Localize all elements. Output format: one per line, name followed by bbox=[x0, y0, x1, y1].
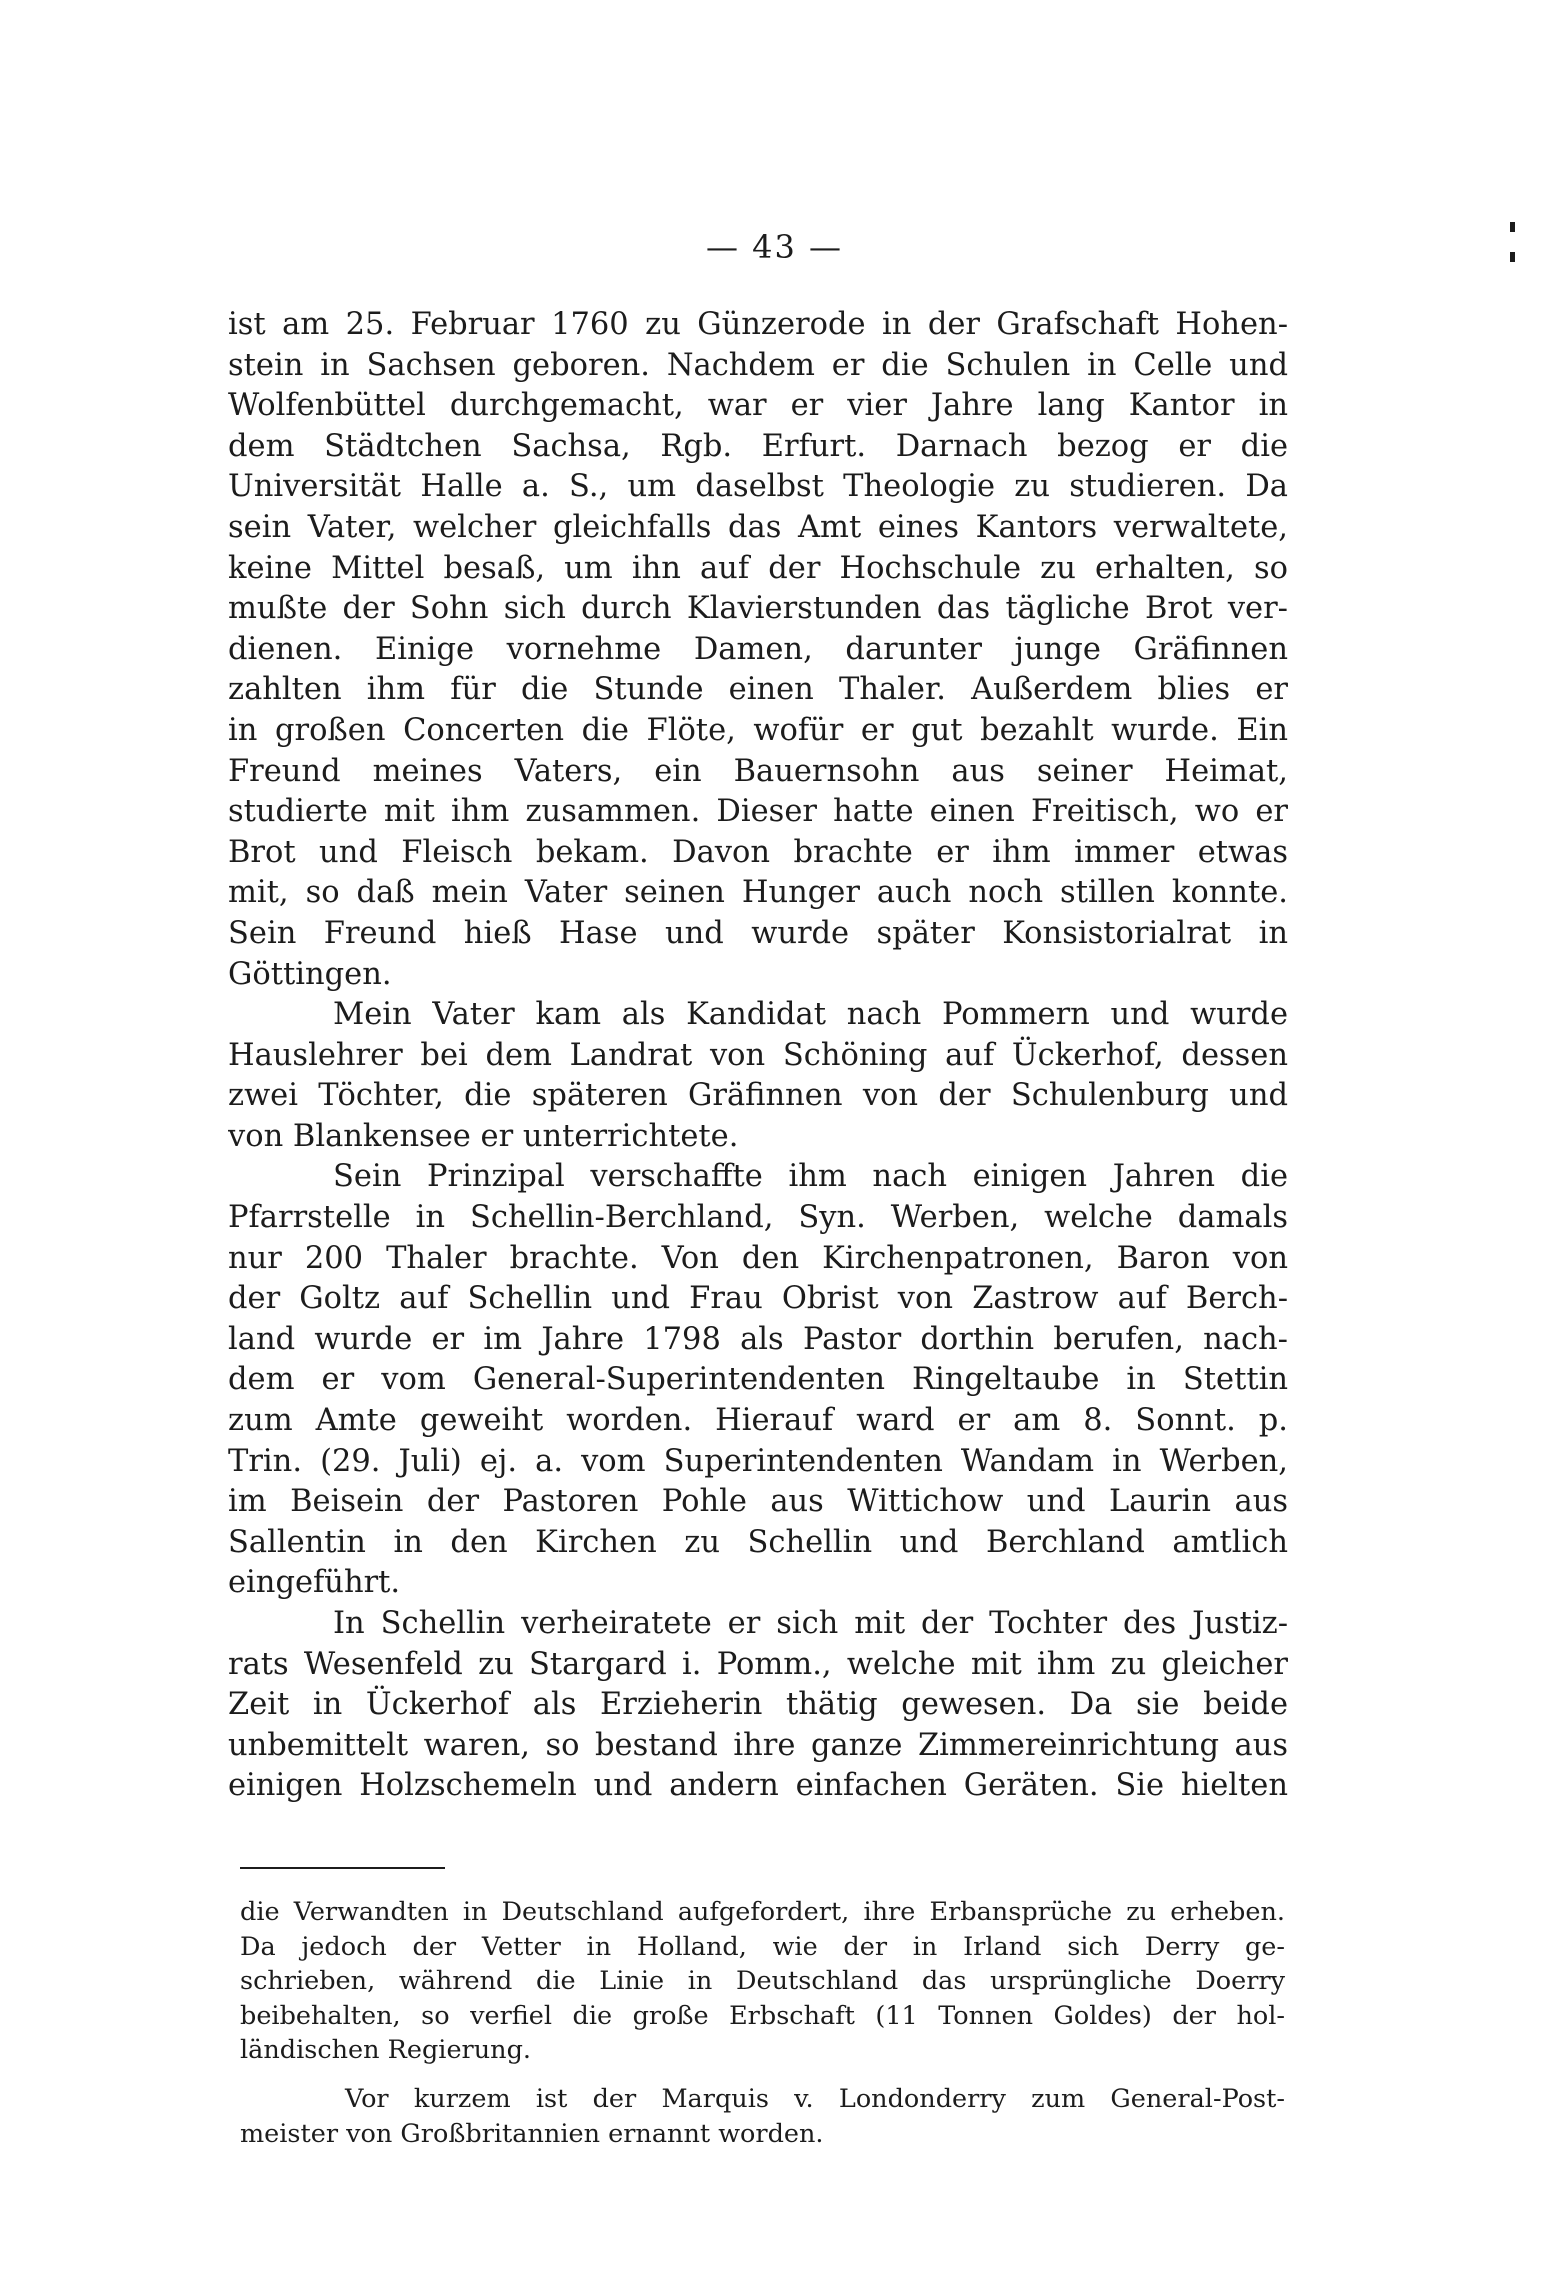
footnote-line: schrieben, während die Linie in Deutschland das ursprüngliche Doerry bbox=[240, 1966, 1285, 1997]
text-line: keine Mittel besaß, um ihn auf der Hochschule zu erhalten, so bbox=[228, 550, 1288, 586]
text-line: dem er vom General-Superintendenten Ringeltaube in Stettin bbox=[228, 1362, 1288, 1398]
text-line: Hauslehrer bei dem Landrat von Schöning auf Ückerhof, dessen bbox=[228, 1037, 1288, 1073]
text-line: in großen Concerten die Flöte, wofür er gut bezahlt wurde. Ein bbox=[228, 712, 1288, 748]
text-line: Wolfenbüttel durchgemacht, war er vier Jahre lang Kantor in bbox=[228, 388, 1288, 424]
text-line: zwei Töchter, die späteren Gräfinnen von der Schulenburg und bbox=[228, 1078, 1288, 1114]
text-line: der Goltz auf Schellin und Frau Obrist von Zastrow auf Berch- bbox=[228, 1281, 1288, 1317]
text-line: land wurde er im Jahre 1798 als Pastor dorthin berufen, nach- bbox=[228, 1321, 1288, 1357]
text-line: stein in Sachsen geboren. Nachdem er die Schulen in Celle und bbox=[228, 347, 1288, 383]
scan-edge-mark bbox=[1510, 222, 1515, 232]
footnote-line: ländischen Regierung. bbox=[240, 2035, 531, 2066]
text-line: Zeit in Ückerhof als Erzieherin thätig gewesen. Da sie beide bbox=[228, 1687, 1288, 1723]
text-line: Brot und Fleisch bekam. Davon brachte er ihm immer etwas bbox=[228, 834, 1288, 870]
text-line: dem Städtchen Sachsa, Rgb. Erfurt. Darnach bezog er die bbox=[228, 428, 1288, 464]
text-line: mit, so daß mein Vater seinen Hunger auch noch stillen konnte. bbox=[228, 875, 1288, 911]
text-line: Trin. (29. Juli) ej. a. vom Superintendenten Wandam in Werben, bbox=[228, 1443, 1288, 1479]
text-line: Göttingen. bbox=[228, 956, 392, 992]
footnotes bbox=[240, 1895, 1285, 2151]
text-line: Sallentin in den Kirchen zu Schellin und Berchland amtlich bbox=[228, 1524, 1288, 1560]
paragraph-start-line: Sein Prinzipal verschaffte ihm nach einigen Jahren die bbox=[333, 1159, 1288, 1195]
text-line: zahlten ihm für die Stunde einen Thaler. Außerdem blies er bbox=[228, 672, 1288, 708]
text-line: im Beisein der Pastoren Pohle aus Wittichow und Laurin aus bbox=[228, 1484, 1288, 1520]
text-line: rats Wesenfeld zu Stargard i. Pomm., welche mit ihm zu gleicher bbox=[228, 1646, 1288, 1682]
footnote-line: meister von Großbritannien ernannt worden. bbox=[240, 2118, 824, 2149]
footnote-line: beibehalten, so verfiel die große Erbschaft (11 Tonnen Goldes) der hol- bbox=[240, 2000, 1285, 2031]
text-line: eingeführt. bbox=[228, 1565, 401, 1601]
footnote-separator-rule bbox=[240, 1867, 445, 1869]
text-line: Pfarrstelle in Schellin-Berchland, Syn. Werben, welche damals bbox=[228, 1200, 1288, 1236]
text-line: studierte mit ihm zusammen. Dieser hatte einen Freitisch, wo er bbox=[228, 794, 1288, 830]
body-text bbox=[228, 305, 1288, 1807]
text-line: sein Vater, welcher gleichfalls das Amt eines Kantors verwaltete, bbox=[228, 509, 1288, 545]
text-line: zum Amte geweiht worden. Hierauf ward er am 8. Sonnt. p. bbox=[228, 1403, 1288, 1439]
text-line: unbemittelt waren, so bestand ihre ganze Zimmereinrichtung aus bbox=[228, 1727, 1288, 1763]
text-line: nur 200 Thaler brachte. Von den Kirchenpatronen, Baron von bbox=[228, 1240, 1288, 1276]
text-line: dienen. Einige vornehme Damen, darunter junge Gräfinnen bbox=[228, 631, 1288, 667]
footnote-line: die Verwandten in Deutschland aufgefordert, ihre Erbansprüche zu erheben. bbox=[240, 1897, 1285, 1927]
paragraph-start-line: In Schellin verheiratete er sich mit der Tochter des Justiz- bbox=[333, 1606, 1288, 1641]
paragraph-start-line: Mein Vater kam als Kandidat nach Pommern und wurde bbox=[333, 997, 1288, 1033]
text-line: einigen Holzschemeln und andern einfachen Geräten. Sie hielten bbox=[228, 1768, 1288, 1804]
footnote-line: Da jedoch der Vetter in Holland, wie der in Irland sich Derry ge- bbox=[240, 1931, 1285, 1962]
footnote-line: Vor kurzem ist der Marquis v. Londonderry zum General-Post- bbox=[345, 2083, 1285, 2114]
scan-edge-mark bbox=[1510, 252, 1515, 262]
text-line: ist am 25. Februar 1760 zu Günzerode in der Grafschaft Hohen- bbox=[228, 307, 1288, 342]
text-line: Sein Freund hieß Hase und wurde später Konsistorialrat in bbox=[228, 915, 1288, 951]
text-line: Freund meines Vaters, ein Bauernsohn aus seiner Heimat, bbox=[228, 753, 1288, 789]
text-line: Universität Halle a. S., um daselbst Theologie zu studieren. Da bbox=[228, 469, 1288, 505]
text-line: mußte der Sohn sich durch Klavierstunden das tägliche Brot ver- bbox=[228, 591, 1288, 627]
text-line: von Blankensee er unterrichtete. bbox=[228, 1118, 739, 1154]
page-number: — 43 — bbox=[705, 228, 844, 266]
